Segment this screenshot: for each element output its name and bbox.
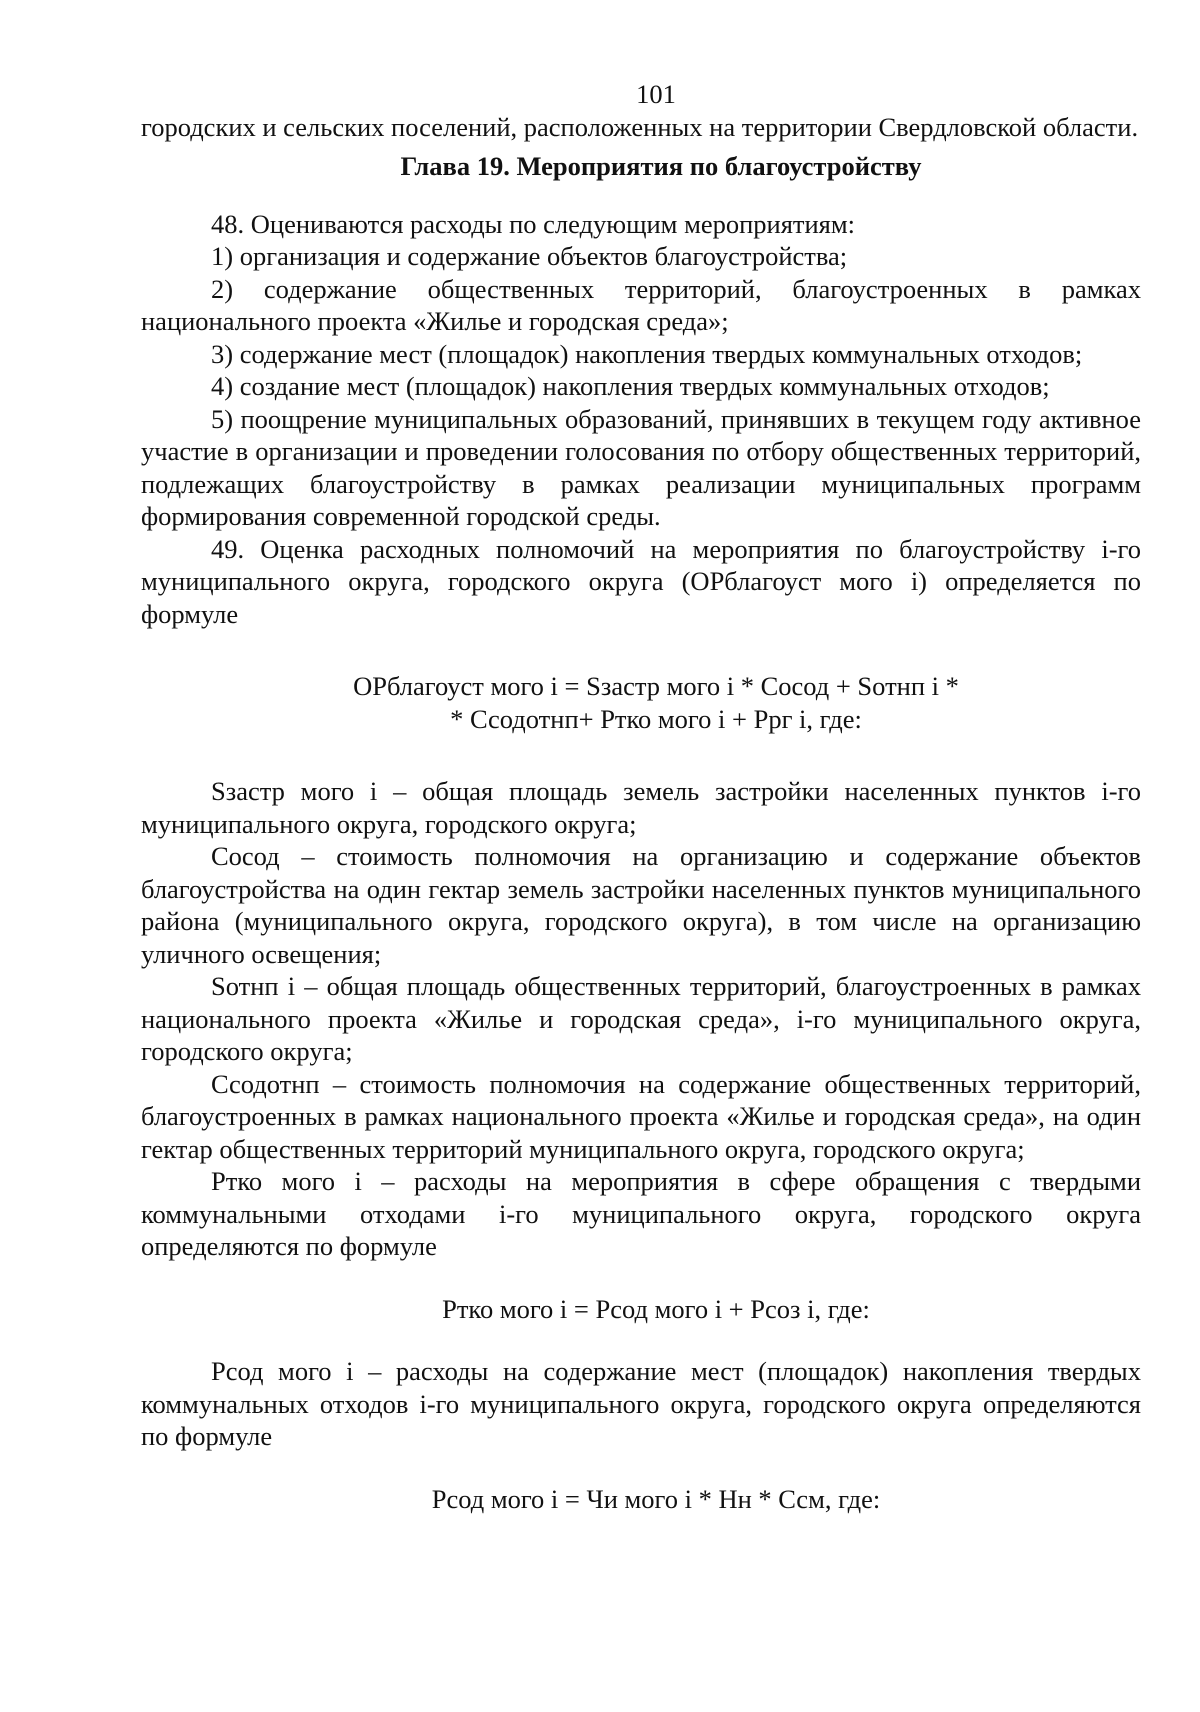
list-item-1: 1) организация и содержание объектов благоустройства; [211, 241, 848, 271]
definition-rsod: Рсод мого i – расходы на содержание мест (площадок) накопления твердых коммунальных отходов i-го муниципального округа, городского округа определяются по формуле [141, 1356, 1141, 1451]
list-item-4: 4) создание мест (площадок) накопления твердых коммунальных отходов; [211, 371, 1050, 401]
paragraph-48: 48. Оцениваются расходы по следующим мероприятиям: [211, 208, 855, 239]
definition-ssodotnp: Ссодотнп – стоимость полномочия на содержание общественных территорий, благоустроенных в рамках национального проекта «Жилье и городская среда», на один гектар общественных территорий муниципального округа, городского округа; [141, 1068, 1141, 1164]
definition-sotnp: Sотнп i – общая площадь общественных территорий, благоустроенных в рамках национального проекта «Жилье и городская среда», i-го муниципального округа, городского округа; [141, 971, 1141, 1066]
document-page [141, 78, 1141, 1515]
formula-rtko: Ртко мого i = Рсод мого i + Рсоз i, где: [442, 1293, 870, 1324]
list-item-2: 2) содержание общественных территорий, благоустроенных в рамках национального проекта «Жилье и городская среда»; [141, 273, 1141, 336]
list-item-3: 3) содержание мест (площадок) накопления твердых коммунальных отходов; [211, 338, 1083, 369]
chapter-heading: Глава 19. Мероприятия по благоустройству [400, 151, 922, 181]
definition-rtko: Ртко мого i – расходы на мероприятия в сфере обращения с твердыми коммунальными отходами i-го муниципального округа, городского округа определяются по формуле [141, 1166, 1141, 1261]
page-number: 101 [636, 79, 676, 109]
paragraph-49: 49. Оценка расходных полномочий на мероприятия по благоустройству i-го муниципального округа, городского округа (ОРблагоуст мого i) определяется по формуле [141, 533, 1141, 629]
definition-szastr: Sзастр мого i – общая площадь земель застройки населенных пунктов i-го муниципального округа, городского округа; [141, 776, 1141, 839]
formula-orblagoust-line-2: * Ссодотнп+ Ртко мого i + Ррг i, где: [450, 703, 862, 734]
formula-rsod: Рсод мого i = Чи мого i * Нн * Ссм, где: [431, 1483, 881, 1514]
intro-paragraph: городских и сельских поселений, расположенных на территории Свердловской области. [141, 111, 1139, 142]
definition-cocod: Cocод – стоимость полномочия на организацию и содержание объектов благоустройства на один гектар земель застройки населенных пунктов муниципального района (муниципального округа, городского округа), в том числе на организацию уличного освещения; [141, 841, 1141, 969]
list-item-5: 5) поощрение муниципальных образований, принявших в текущем году активное участие в организации и проведении голосования по отбору общественных территорий, подлежащих благоустройству в рамках реализации муниципальных программ формирования современной городской среды. [141, 403, 1141, 531]
formula-orblagoust-line-1: ОРблагоуст мого i = Sзастр мого i * Cocод + Sотнп i * [353, 671, 959, 701]
